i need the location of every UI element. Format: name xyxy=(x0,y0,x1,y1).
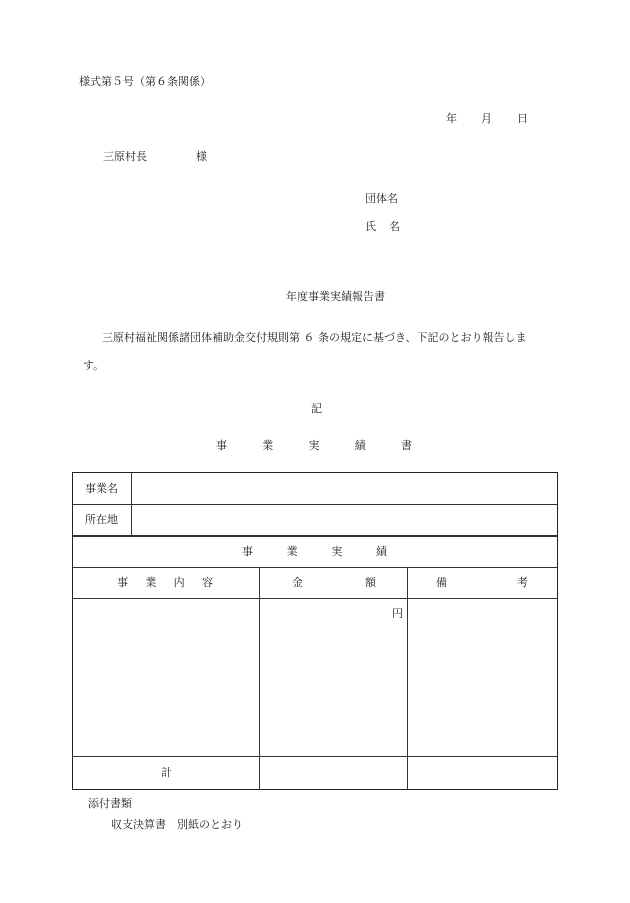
table-hline xyxy=(73,567,557,568)
section-heading xyxy=(242,546,387,557)
total-amount-cell[interactable] xyxy=(260,757,407,788)
subtitle xyxy=(216,440,412,451)
project-name-value[interactable] xyxy=(132,473,557,504)
location-value[interactable] xyxy=(132,505,557,535)
table-hline-thick xyxy=(73,535,557,537)
addressee-name: 三原村長 xyxy=(103,150,147,163)
col-content-char: 事 xyxy=(117,576,128,589)
content-cell[interactable] xyxy=(73,599,259,756)
col-remarks-char: 備 xyxy=(436,576,447,589)
section-char: 績 xyxy=(375,545,387,558)
applicant-name-label-1: 氏 xyxy=(365,220,376,233)
subtitle-char: 績 xyxy=(354,439,366,452)
date-month: 月 xyxy=(481,112,492,125)
subtitle-char: 実 xyxy=(308,439,320,452)
col-content-char: 容 xyxy=(201,576,213,589)
subtitle-char: 事 xyxy=(216,439,227,452)
body-line-1: 三原村福祉関係諸団体補助金交付規則第 ６ 条の規定に基づき、下記のとおり報告しま xyxy=(102,331,527,344)
col-header-content xyxy=(117,577,213,588)
col-content-char: 業 xyxy=(145,576,157,589)
section-char: 業 xyxy=(286,545,298,558)
section-char: 実 xyxy=(331,545,343,558)
document-title: 年度事業実績報告書 xyxy=(286,290,385,303)
section-char: 事 xyxy=(242,545,253,558)
applicant-org-label: 団体名 xyxy=(365,192,398,205)
amount-unit: 円 xyxy=(392,607,403,620)
attachments-heading: 添付書類 xyxy=(88,797,132,810)
applicant-name-label-2: 名 xyxy=(389,220,400,233)
total-label: 計 xyxy=(161,766,172,779)
remarks-cell[interactable] xyxy=(408,599,557,756)
body-line-2: す。 xyxy=(83,359,105,372)
ki-label: 記 xyxy=(311,402,322,415)
amount-cell[interactable] xyxy=(260,599,407,756)
col-amount-char: 金 xyxy=(292,576,303,589)
date-day: 日 xyxy=(517,112,528,125)
col-remarks-char: 考 xyxy=(517,576,528,589)
total-remarks-cell[interactable] xyxy=(408,757,557,788)
col-header-amount xyxy=(292,577,376,588)
project-name-label: 事業名 xyxy=(85,482,118,495)
attachments-item: 収支決算書 別紙のとおり xyxy=(111,818,243,831)
location-label: 所在地 xyxy=(85,513,118,526)
form-number: 様式第５号（第６条関係） xyxy=(79,75,211,88)
report-table xyxy=(72,472,558,790)
col-content-char: 内 xyxy=(173,576,185,589)
addressee-honorific: 様 xyxy=(196,150,207,163)
col-amount-char: 額 xyxy=(365,576,376,589)
col-header-remarks xyxy=(436,577,528,588)
subtitle-char: 書 xyxy=(401,439,412,452)
subtitle-char: 業 xyxy=(262,439,274,452)
date-year: 年 xyxy=(446,112,457,125)
